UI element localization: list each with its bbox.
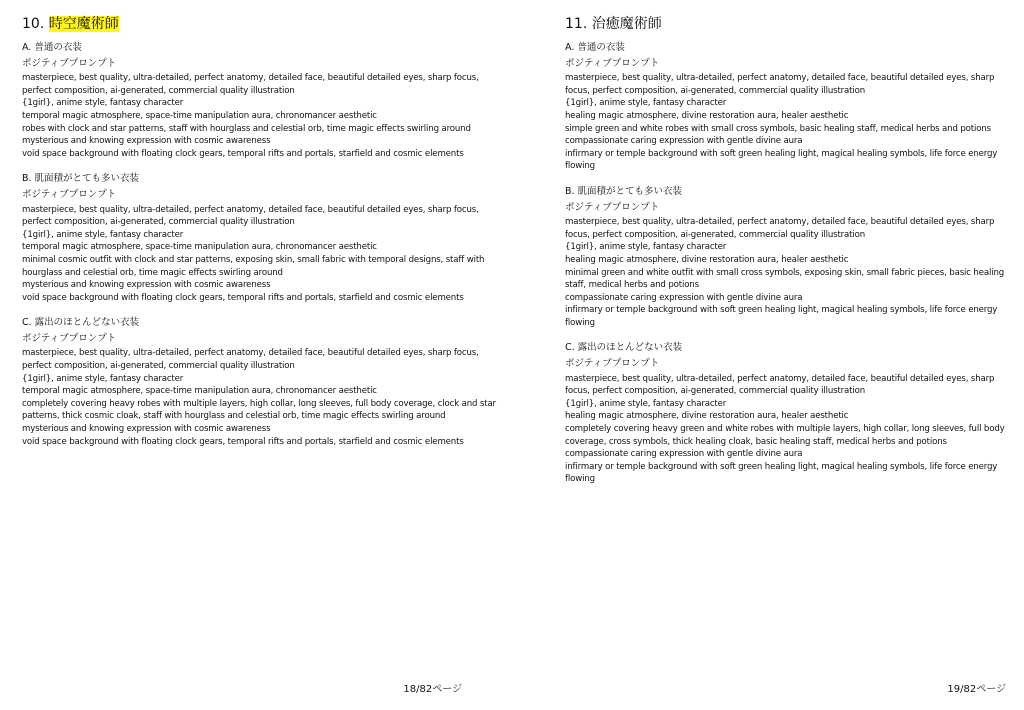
variant-title: B. 肌面積がとても多い衣装 (22, 173, 140, 185)
prompt-line: masterpiece, best quality, ultra-detailed, perfect anatomy, detailed face, beautiful detailed eyes, sharp focus, perfect composition, ai-generated, commercial quality illustration (22, 204, 479, 228)
prompt-line: temporal magic atmosphere, space-time manipulation aura, chronomancer aesthetic (22, 242, 377, 253)
prompt-line: infirmary or temple background with soft green healing light, magical healing symbols, life force energy flowing (565, 461, 998, 485)
prompt-line: masterpiece, best quality, ultra-detailed, perfect anatomy, detailed face, beautiful detailed eyes, sharp focus, perfect composition, ai-generated, commercial quality illustration (565, 373, 995, 397)
prompt-label: ポジティブプロンプト (565, 201, 660, 213)
prompt-line: temporal magic atmosphere, space-time manipulation aura, chronomancer aesthetic (22, 110, 377, 121)
variant-a (565, 42, 1020, 173)
page-content (565, 14, 1020, 499)
variant-title: B. 肌面積がとても多い衣装 (565, 185, 683, 197)
variant-c (565, 342, 1020, 486)
page-content (22, 14, 504, 461)
variant-b (565, 186, 1020, 330)
prompt-line: {1girl}, anime style, fantasy character (565, 398, 727, 409)
prompt-line: infirmary or temple background with soft green healing light, magical healing symbols, life force energy flowing (565, 305, 998, 328)
variant-b (22, 173, 504, 304)
prompt-line: {1girl}, anime style, fantasy character (565, 242, 727, 253)
prompt-line: masterpiece, best quality, ultra-detailed, perfect anatomy, detailed face, beautiful detailed eyes, sharp focus, perfect composition, ai-generated, commercial quality illustration (565, 217, 995, 240)
prompt-line: minimal green and white outfit with small cross symbols, exposing skin, small fabric pieces, basic healing staff, medical herbs and potions (565, 267, 1005, 291)
heading-number: 11. (565, 16, 592, 32)
prompt-line: healing magic atmosphere, divine restoration aura, healer aesthetic (565, 110, 849, 121)
prompt-line: mysterious and knowing expression with cosmic awareness (22, 424, 271, 435)
prompt-line: healing magic atmosphere, divine restoration aura, healer aesthetic (565, 411, 849, 422)
prompt-line: healing magic atmosphere, divine restoration aura, healer aesthetic (565, 254, 849, 265)
variant-c (22, 317, 504, 448)
prompt-label: ポジティブプロンプト (22, 332, 117, 344)
prompt-line: mysterious and knowing expression with cosmic awareness (22, 280, 271, 291)
prompt-line: compassionate caring expression with gentle divine aura (565, 449, 803, 460)
prompt-line: compassionate caring expression with gentle divine aura (565, 292, 803, 303)
prompt-line: masterpiece, best quality, ultra-detailed, perfect anatomy, detailed face, beautiful detailed eyes, sharp focus, perfect composition, ai-generated, commercial quality illustration (22, 348, 479, 372)
variant-title: C. 露出のほとんどない衣装 (22, 317, 140, 329)
page-number: 19/82ページ (947, 684, 1006, 695)
prompt-line: {1girl}, anime style, fantasy character (22, 373, 184, 384)
prompt-line: mysterious and knowing expression with cosmic awareness (22, 136, 271, 147)
prompt-line: void space background with floating clock gears, temporal rifts and portals, starfield and cosmic elements (22, 292, 464, 303)
prompt-line: void space background with floating clock gears, temporal rifts and portals, starfield and cosmic elements (22, 436, 464, 447)
prompt-line: completely covering heavy green and white robes with multiple layers, high collar, long sleeves, full body coverage, cross symbols, thick healing cloak, basic healing staff, medical herbs and potions (565, 424, 1005, 447)
section-heading-time-mage (22, 14, 504, 36)
heading-number: 10. (22, 16, 49, 32)
prompt-line: masterpiece, best quality, ultra-detailed, perfect anatomy, detailed face, beautiful detailed eyes, sharp focus, perfect composition, ai-generated, commercial quality illustration (565, 73, 995, 96)
prompt-line: infirmary or temple background with soft green healing light, magical healing symbols, life force energy flowing (565, 148, 998, 172)
prompt-label: ポジティブプロンプト (22, 188, 117, 200)
prompt-line: minimal cosmic outfit with clock and star patterns, exposing skin, small fabric with temporal designs, staff with hourglass and celestial orb, time magic effects swirling around (22, 254, 485, 278)
page-number: 18/82ページ (403, 684, 462, 695)
section-heading-healer (565, 14, 1020, 36)
prompt-line: {1girl}, anime style, fantasy character (22, 98, 184, 109)
variant-title: A. 普通の衣装 (22, 42, 82, 53)
prompt-label: ポジティブプロンプト (565, 358, 660, 370)
prompt-line: robes with clock and star patterns, staff with hourglass and celestial orb, time magic effects swirling around (22, 123, 471, 134)
prompt-label: ポジティブプロンプト (565, 57, 660, 69)
prompt-line: masterpiece, best quality, ultra-detailed, perfect anatomy, detailed face, beautiful detailed eyes, sharp focus, perfect composition, ai-generated, commercial quality illustration (22, 73, 479, 96)
prompt-line: completely covering heavy robes with multiple layers, high collar, long sleeves, full body coverage, clock and star patterns, thick cosmic cloak, staff with hourglass and celestial orb, time magic effects swirling around (22, 398, 496, 422)
prompt-label: ポジティブプロンプト (22, 57, 117, 69)
prompt-line: temporal magic atmosphere, space-time manipulation aura, chronomancer aesthetic (22, 386, 377, 397)
prompt-line: void space background with floating clock gears, temporal rifts and portals, starfield and cosmic elements (22, 148, 464, 159)
variant-title: C. 露出のほとんどない衣装 (565, 342, 683, 354)
variant-a (22, 42, 504, 160)
prompt-line: {1girl}, anime style, fantasy character (565, 98, 727, 109)
page-19 (512, 0, 1024, 710)
prompt-line: simple green and white robes with small cross symbols, basic healing staff, medical herbs and potions (565, 123, 991, 134)
heading-title-highlighted: 時空魔術師 (48, 16, 119, 32)
prompt-line: compassionate caring expression with gentle divine aura (565, 136, 803, 147)
prompt-line: {1girl}, anime style, fantasy character (22, 229, 184, 240)
variant-title: A. 普通の衣装 (565, 42, 625, 53)
heading-title: 治癒魔術師 (591, 16, 662, 32)
